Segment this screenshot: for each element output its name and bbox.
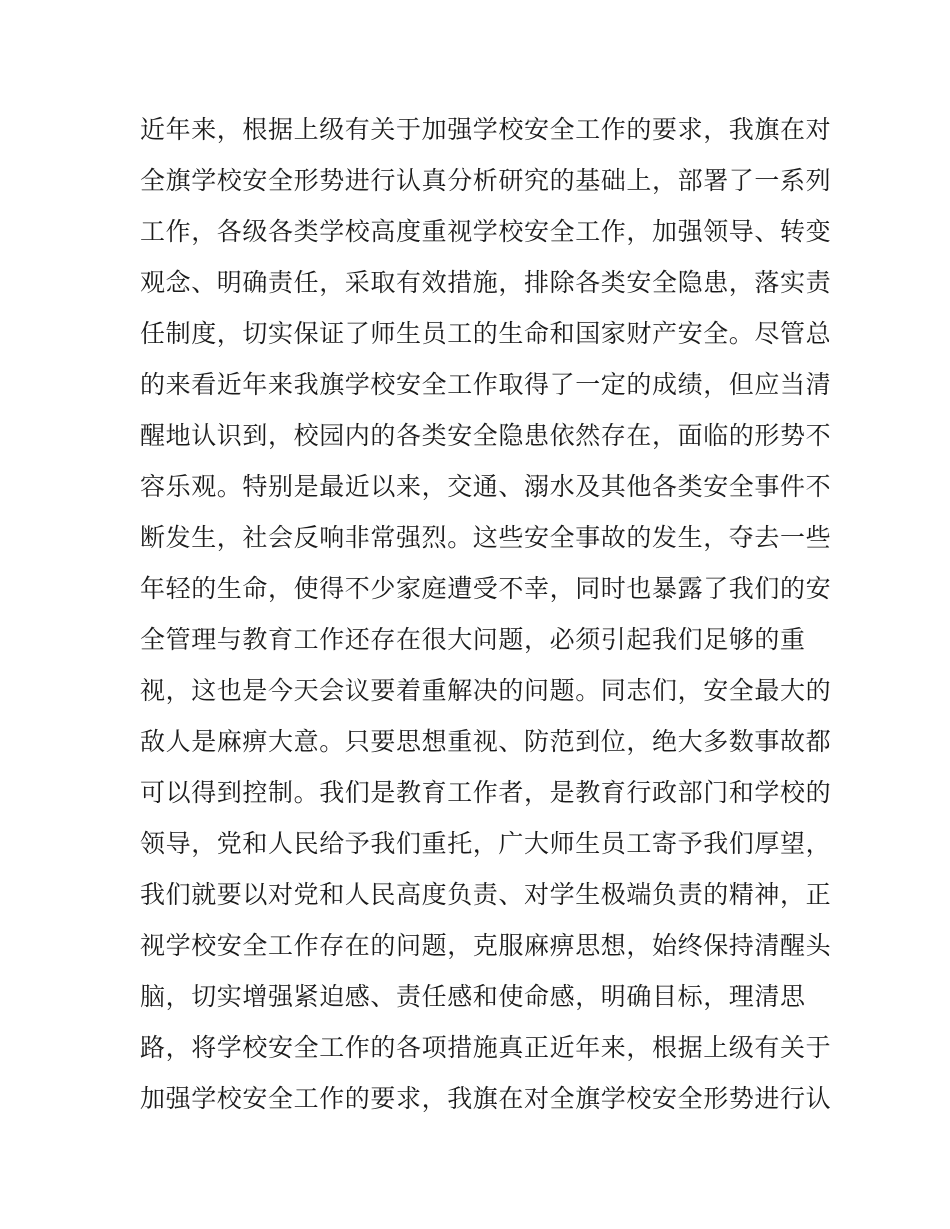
text-line: 加强学校安全工作的要求，我旗在对全旗学校安全形势进行认 [140, 1084, 832, 1113]
text-line: 脑，切实增强紧迫感、责任感和使命感，明确目标，理清思 [140, 982, 806, 1011]
text-line: 断发生，社会反响非常强烈。这些安全事故的发生，夺去一些 [140, 523, 832, 552]
body-text [140, 104, 832, 1124]
text-line: 工作，各级各类学校高度重视学校安全工作，加强领导、转变 [140, 217, 832, 246]
text-line: 容乐观。特别是最近以来，交通、溺水及其他各类安全事件不 [140, 472, 832, 501]
text-line: 领导，党和人民给予我们重托，广大师生员工寄予我们厚望， [140, 829, 832, 858]
text-line: 视，这也是今天会议要着重解决的问题。同志们，安全最大的 [140, 676, 832, 705]
text-line: 我们就要以对党和人民高度负责、对学生极端负责的精神，正 [140, 880, 832, 909]
text-line: 敌人是麻痹大意。只要思想重视、防范到位，绝大多数事故都 [140, 727, 832, 756]
text-line: 可以得到控制。我们是教育工作者，是教育行政部门和学校的 [140, 778, 832, 807]
text-line: 的来看近年来我旗学校安全工作取得了一定的成绩，但应当清 [140, 370, 832, 399]
text-line: 全管理与教育工作还存在很大问题，必须引起我们足够的重 [140, 625, 806, 654]
text-line: 路，将学校安全工作的各项措施真正近年来，根据上级有关于 [140, 1033, 832, 1062]
text-line: 醒地认识到，校园内的各类安全隐患依然存在，面临的形势不 [140, 421, 832, 450]
text-line: 全旗学校安全形势进行认真分析研究的基础上，部署了一系列 [140, 166, 832, 195]
text-line: 观念、明确责任，采取有效措施，排除各类安全隐患，落实责 [140, 268, 832, 297]
text-line: 任制度，切实保证了师生员工的生命和国家财产安全。尽管总 [140, 319, 832, 348]
text-line: 年轻的生命，使得不少家庭遭受不幸，同时也暴露了我们的安 [140, 574, 832, 603]
text-line: 视学校安全工作存在的问题，克服麻痹思想，始终保持清醒头 [140, 931, 832, 960]
text-line: 近年来，根据上级有关于加强学校安全工作的要求，我旗在对 [140, 115, 832, 144]
